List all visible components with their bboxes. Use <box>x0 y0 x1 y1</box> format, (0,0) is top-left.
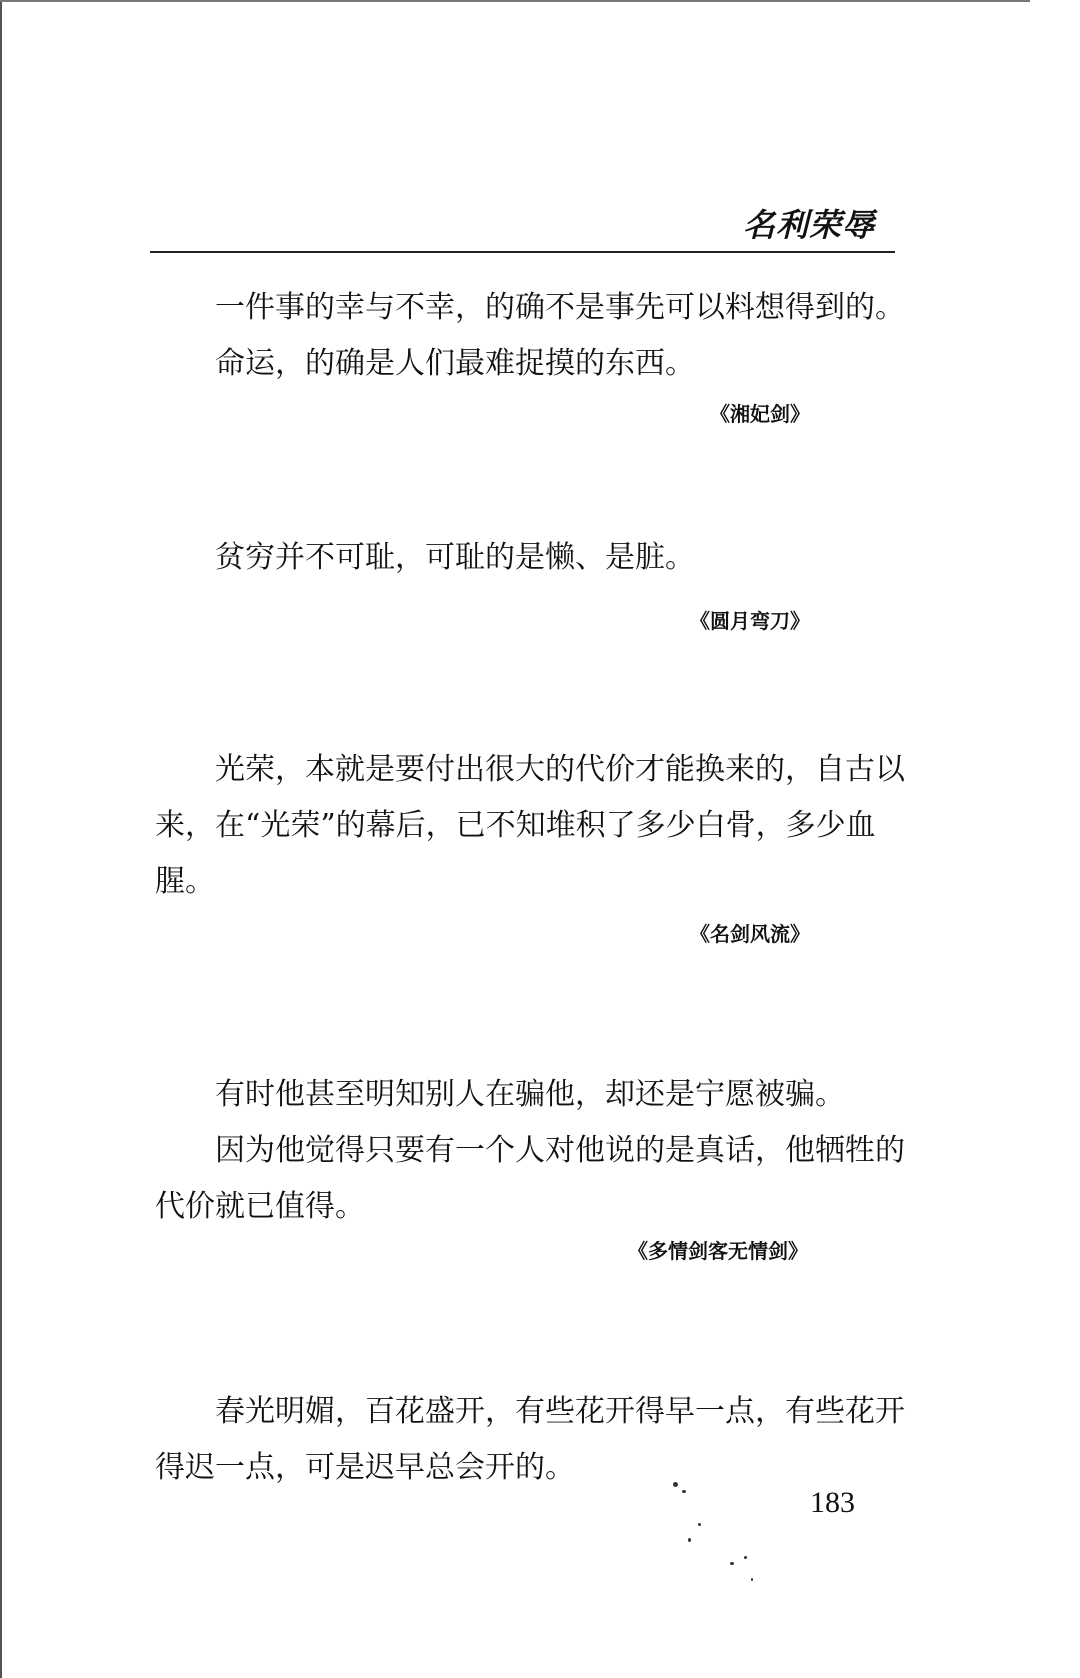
scan-edge-left <box>0 0 2 1678</box>
quote-5-line-1: 春光明媚，百花盛开，有些花开得早一点，有些花开 <box>215 1394 905 1429</box>
quote-3-source: 《名剑风流》 <box>690 922 810 946</box>
quote-3-line-3: 腥。 <box>155 864 215 899</box>
running-head-title: 名利荣辱 <box>742 206 875 244</box>
scan-speck <box>730 1562 734 1565</box>
quote-3-line-2: 来，在“光荣”的幕后，已不知堆积了多少白骨，多少血 <box>155 808 876 843</box>
scan-speck <box>698 1523 701 1526</box>
quote-4 <box>155 1067 905 1235</box>
scan-speck <box>682 1490 686 1493</box>
quote-4-source: 《多情剑客无情剑》 <box>628 1239 808 1263</box>
quote-4-line-2: 因为他觉得只要有一个人对他说的是真话，他牺牲的 <box>215 1133 905 1168</box>
quote-1 <box>155 280 905 392</box>
scan-edge-top <box>0 0 1030 2</box>
page-number: 183 <box>810 1486 855 1519</box>
quote-5 <box>155 1384 905 1496</box>
quote-3-line-1: 光荣，本就是要付出很大的代价才能换来的，自古以 <box>215 752 905 787</box>
quote-5-line-2: 得迟一点，可是迟早总会开的。 <box>155 1450 575 1485</box>
scan-speck <box>751 1578 753 1581</box>
scan-speck <box>744 1556 747 1559</box>
header-rule <box>150 251 895 253</box>
quote-2 <box>155 530 900 586</box>
quote-4-line-1: 有时他甚至明知别人在骗他，却还是宁愿被骗。 <box>215 1077 845 1112</box>
quote-4-line-3: 代价就已值得。 <box>155 1189 365 1224</box>
quote-2-source: 《圆月弯刀》 <box>690 609 810 633</box>
quote-3 <box>155 742 905 910</box>
quote-1-line-2: 命运，的确是人们最难捉摸的东西。 <box>215 346 695 381</box>
scan-speck <box>688 1538 691 1542</box>
quote-1-source: 《湘妃剑》 <box>710 402 810 426</box>
quote-1-line-1: 一件事的幸与不幸，的确不是事先可以料想得到的。 <box>215 290 905 325</box>
quote-2-line-1: 贫穷并不可耻，可耻的是懒、是脏。 <box>215 540 695 575</box>
scan-speck <box>673 1482 678 1487</box>
